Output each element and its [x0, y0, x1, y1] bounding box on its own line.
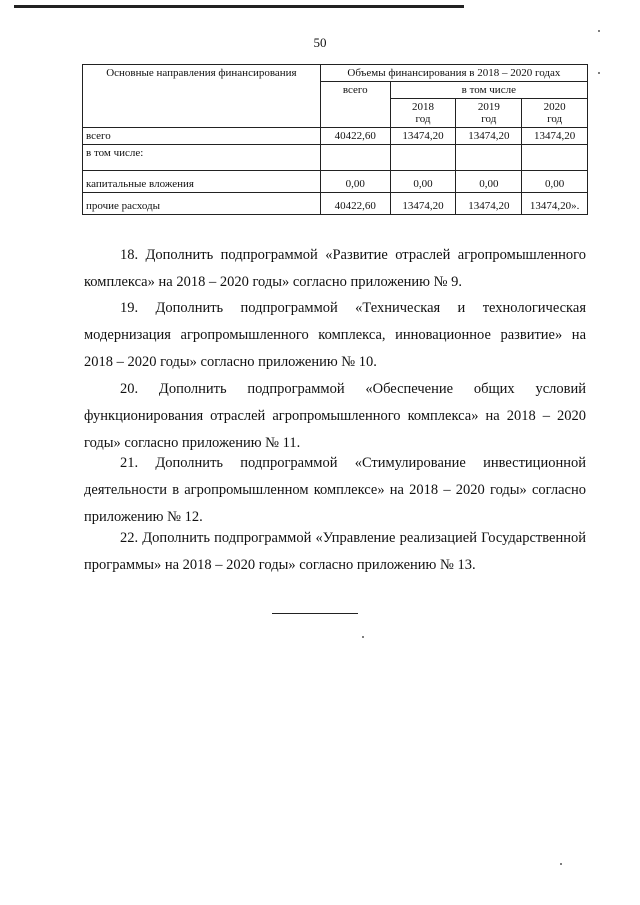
scan-speck — [598, 30, 600, 32]
row-2019: 0,00 — [456, 171, 522, 193]
paragraph-text: 20. Дополнить подпрограммой «Обеспечение общих условий функционирования отраслей агропромышленного комплекса» на 2018 – 2020 годы» согласно приложению № 11. — [84, 381, 586, 451]
row-total: 40422,60 — [320, 128, 390, 145]
year-unit: год — [415, 113, 431, 125]
paragraph-text: 22. Дополнить подпрограммой «Управление реализацией Государственной программы» на 2018 – 2020 годы» согласно приложению № 13. — [84, 530, 586, 573]
paragraph-19 — [84, 295, 586, 376]
row-label: капитальные вложения — [83, 171, 321, 193]
table-row — [83, 171, 588, 193]
row-2018: 13474,20 — [390, 128, 456, 145]
total-header: всего — [320, 82, 390, 128]
row-2018 — [390, 145, 456, 171]
paragraph-text: 21. Дополнить подпрограммой «Стимулирование инвестиционной деятельности в агропромышленном комплексе» на 2018 – 2020 годы» согласно приложению № 12. — [84, 455, 586, 525]
scan-speck — [598, 72, 600, 74]
col1-header: Основные направления финансирования — [83, 65, 321, 128]
paragraph-text: 19. Дополнить подпрограммой «Техническая и технологическая модернизация агропромышленного комплекса, инновационное развитие» на 2018 – 2020 годы» согласно приложению № 10. — [84, 300, 586, 370]
row-total — [320, 145, 390, 171]
row-2020: 13474,20». — [522, 193, 588, 215]
year-unit: год — [481, 113, 497, 125]
page-number: 50 — [313, 35, 327, 50]
paragraph-22 — [84, 525, 586, 579]
table-header-row — [83, 65, 588, 82]
row-label: в том числе: — [83, 145, 321, 171]
year-unit: год — [547, 113, 563, 125]
scan-speck — [560, 863, 562, 865]
year-header-2019 — [456, 99, 522, 128]
row-label: прочие расходы — [83, 193, 321, 215]
row-2020 — [522, 145, 588, 171]
row-2018: 13474,20 — [390, 193, 456, 215]
year-value: 2018 — [412, 101, 435, 113]
paragraph-text: 18. Дополнить подпрограммой «Развитие отраслей агропромышленного комплекса» на 2018 – 2020 годы» согласно приложению № 9. — [84, 247, 586, 290]
row-2019: 13474,20 — [456, 128, 522, 145]
year-header-2020 — [522, 99, 588, 128]
table-row — [83, 128, 588, 145]
table-row — [83, 193, 588, 215]
closing-rule — [272, 613, 358, 614]
paragraph-21 — [84, 450, 586, 531]
financing-table — [82, 64, 588, 215]
row-2019: 13474,20 — [456, 193, 522, 215]
paragraph-20 — [84, 376, 586, 457]
year-value: 2020 — [543, 101, 566, 113]
row-total: 0,00 — [320, 171, 390, 193]
scan-speck — [362, 636, 364, 638]
row-2020: 0,00 — [522, 171, 588, 193]
top-border-line — [14, 5, 464, 8]
volume-header: Объемы финансирования в 2018 – 2020 годах — [320, 65, 587, 82]
row-2019 — [456, 145, 522, 171]
row-2020: 13474,20 — [522, 128, 588, 145]
including-header: в том числе — [390, 82, 587, 99]
year-value: 2019 — [477, 101, 500, 113]
row-2018: 0,00 — [390, 171, 456, 193]
row-total: 40422,60 — [320, 193, 390, 215]
row-label: всего — [83, 128, 321, 145]
year-header-2018 — [390, 99, 456, 128]
table-row — [83, 145, 588, 171]
paragraph-18 — [84, 242, 586, 296]
